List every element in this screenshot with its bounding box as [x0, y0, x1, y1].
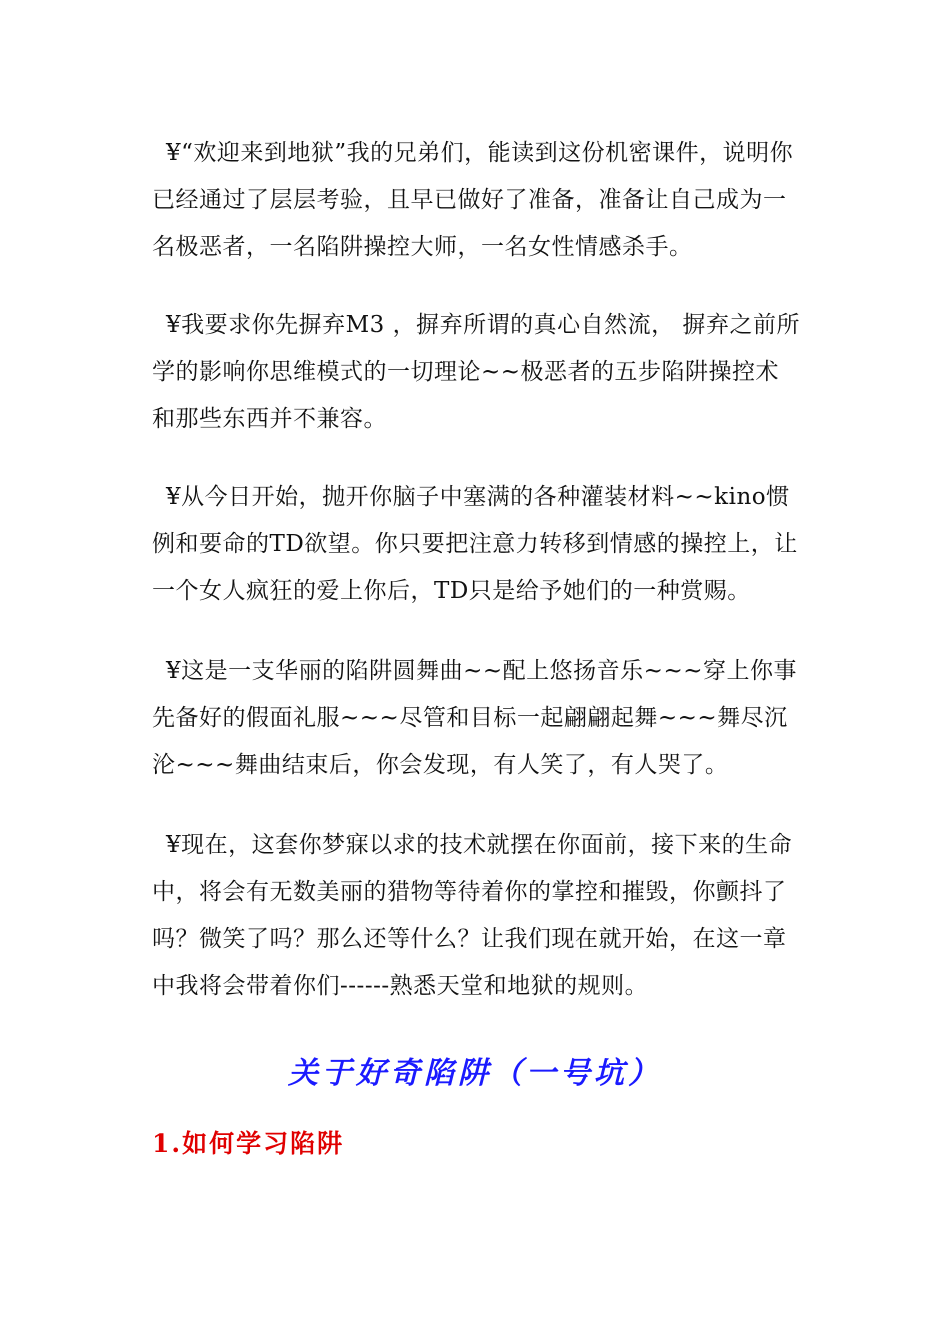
paragraph-text: ¥这是一支华丽的陷阱圆舞曲~~配上悠扬音乐~~~穿上你事先备好的假面礼服~~~尽管和目标一起翩翩起舞~~~舞尽沉沦~~~舞曲结束后，你会发现，有人笑了，有人哭了。 [152, 658, 797, 778]
paragraph-text: ¥“欢迎来到地狱”我的兄弟们，能读到这份机密课件，说明你已经通过了层层考验，且早已做好了准备，准备让自己成为一名极恶者，一名陷阱操控大师，一名女性情感杀手。 [152, 140, 794, 260]
paragraph-text: ¥我要求你先摒弃M3 ，摒弃所谓的真心自然流， 摒弃之前所学的影响你思维模式的一切理论~~极恶者的五步陷阱操控术和那些东西并不兼容。 [152, 312, 800, 432]
paragraph [152, 648, 802, 789]
paragraph [152, 302, 802, 443]
paragraph-text: ¥从今日开始，抛开你脑子中塞满的各种灌装材料~~kino惯例和要命的TD欲望。你只要把注意力转移到情感的操控上，让一个女人疯狂的爱上你后，TD只是给予她们的一种赏赐。 [152, 484, 798, 604]
section-heading: 关于好奇陷阱（一号坑） [288, 1056, 662, 1091]
paragraph [152, 474, 802, 615]
paragraph-text: ¥现在，这套你梦寐以求的技术就摆在你面前，接下来的生命中，将会有无数美丽的猎物等待着你的掌控和摧毁，你颤抖了吗？微笑了吗？那么还等什么？让我们现在就开始，在这一章中我将会带着你们------熟悉天堂和地狱的规则。 [152, 832, 793, 999]
paragraph [152, 130, 802, 271]
paragraph [152, 822, 802, 1010]
sub-heading: 1.如何学习陷阱 [152, 1129, 345, 1158]
